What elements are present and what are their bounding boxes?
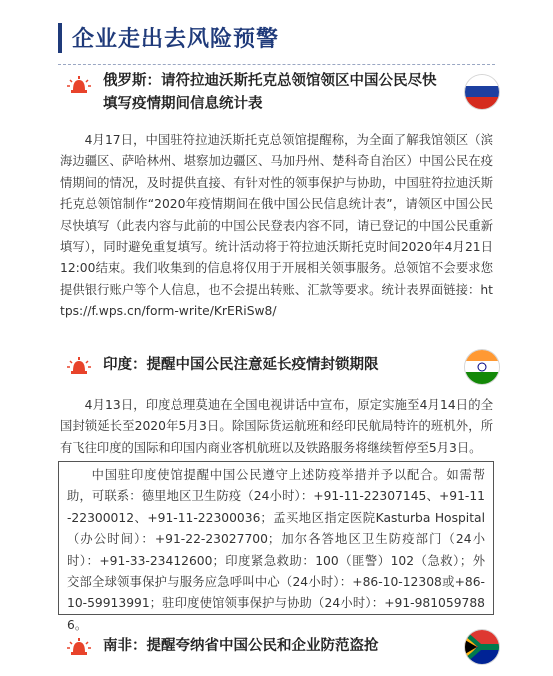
- header-divider: [58, 64, 495, 65]
- section-paragraph-russia: 4月17日，中国驻符拉迪沃斯托克总领馆提醒称，为全面了解我馆领区（滨海边疆区、萨哈林州、堪察加边疆区、马加丹州、楚科奇自治区）中国公民在疫情期间的情况，及时提供直接、有针对性的领事保护与协助，中国驻符拉迪沃斯托克总领馆制作“2020年疫情期间在俄中国公民信息统计表”，请领区中国公民尽快填写（此表内容与此前的中国公民登表内容不同，请已登记的中国公民重新填写），同时避免重复填写。统计活动将于符拉迪沃斯托克时间2020年4月21日12:00结束。我们收集到的信息将仅用于开展相关领事服务。总领馆不会要求您提供银行账户等个人信息，也不会提出转账、汇款等要求。统计表界面链接：https://f.wps.cn/form-write/KrERiSw8/: [60, 133, 493, 319]
- section-title-south-africa: 南非：提醒夸纳省中国公民和企业防范盗抢: [103, 638, 379, 654]
- section-title-russia-line1: 俄罗斯：请符拉迪沃斯托克总领馆领区中国公民尽快: [103, 73, 437, 89]
- header-accent-bar: [58, 23, 62, 53]
- alarm-icon: [66, 74, 92, 96]
- notice-box: [58, 461, 494, 632]
- south-africa-flag-icon: [465, 630, 499, 664]
- page-title: 企业走出去风险预警: [72, 27, 280, 52]
- page-header: [58, 22, 279, 53]
- section-title-russia-line2: 填写疫情期间信息统计表: [103, 96, 263, 112]
- russia-flag-icon: [465, 75, 499, 109]
- section-title-india: 印度：提醒中国公民注意延长疫情封锁期限: [103, 357, 379, 373]
- notice-text: 中国驻印度使馆提醒中国公民遵守上述防疫举措并予以配合。如需帮助，可联系：德里地区卫生防疫（24小时）：+91-11-22307145、+91-11-22300012、+91-11-22300036；孟买地区指定医院Kasturba Hospital（办公时间）：+91-22-23027700；加尔各答地区卫生防疫部门（24小时）：+91-33-23412600；印度紧急救助：100（匪警）102（急救）；外交部全球领事保护与服务应急呼叫中心（24小时）：+86-10-12308或+86-10-59913991；驻印度使馆领事保护与协助（24小时）：+91-9810597886。: [67, 468, 485, 632]
- section-paragraph-india: 4月13日，印度总理莫迪在全国电视讲话中宣布，原定实施至4月14日的全国封锁延长至2020年5月3日。除国际货运航班和经印民航局特许的班机外，所有飞往印度的国际和印国内商业客机航班以及铁路服务将继续暂停至5月3日。: [60, 398, 493, 455]
- alarm-icon: [66, 636, 92, 658]
- india-flag-icon: [465, 350, 499, 384]
- alarm-icon: [66, 355, 92, 377]
